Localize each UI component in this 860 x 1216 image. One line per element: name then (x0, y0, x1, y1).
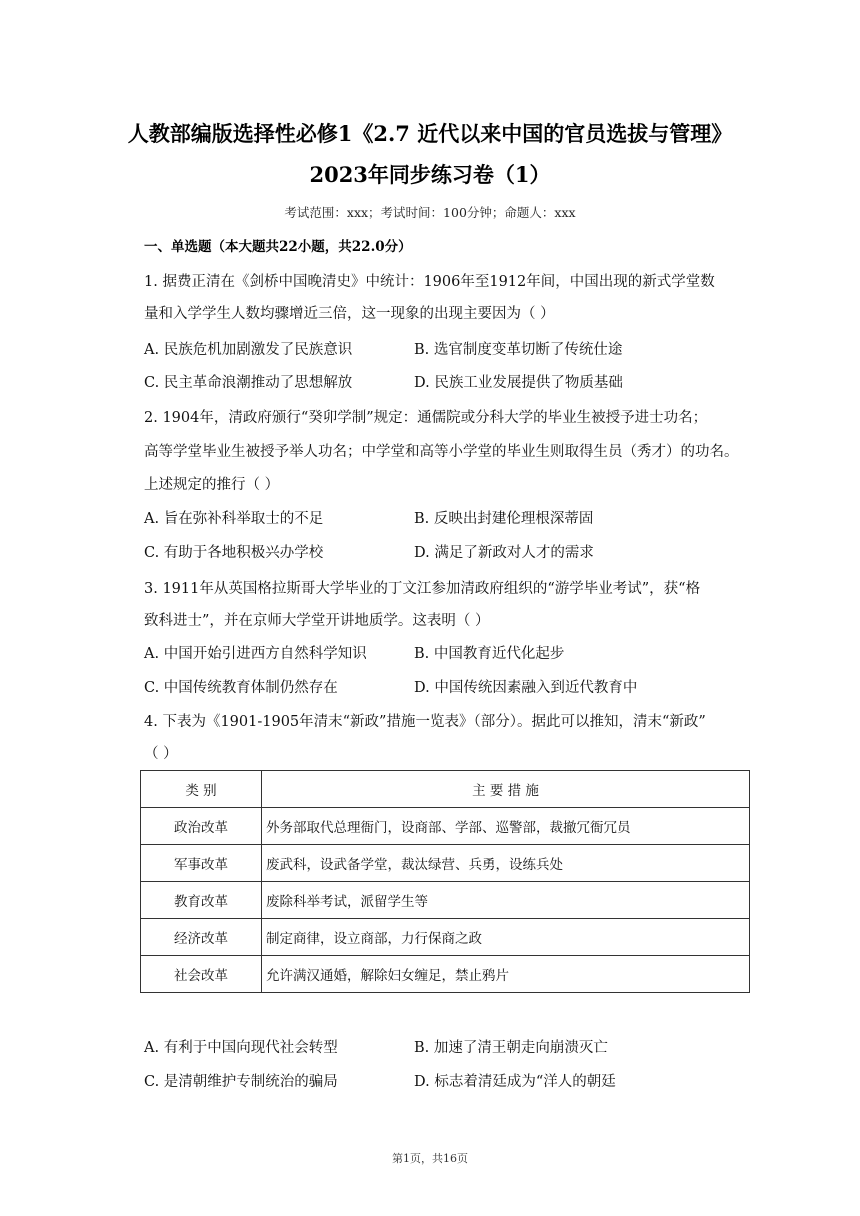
table-cell-measures: 废除科举考试，派留学生等 (262, 882, 750, 919)
table-cell-category: 社会改革 (141, 956, 262, 993)
question-1-line-2: 量和入学学生人数均骤增近三倍，这一现象的出现主要因为（ ） (144, 306, 555, 322)
exam-title-line-1: 人教部编版选择性必修1《2.7 近代以来中国的官员选拔与管理》 (127, 121, 733, 146)
question-3-line-2: 致科进士”，并在京师大学堂开讲地质学。这表明（ ） (144, 613, 490, 629)
exam-info: 考试范围：xxx；考试时间：100分钟；命题人：xxx (284, 205, 576, 220)
question-2-line-3: 上述规定的推行（ ） (144, 477, 280, 493)
question-2-line-1: 2. 1904年，清政府颁行“癸卯学制”规定：通儒院或分科大学的毕业生被授予进士功名； (144, 410, 708, 426)
question-2-option-c[interactable]: C. 有助于各地积极兴办学校 (144, 545, 324, 561)
table-cell-measures: 允许满汉通婚，解除妇女缠足，禁止鸦片 (262, 956, 750, 993)
question-3-option-a[interactable]: A. 中国开始引进西方自然科学知识 (144, 646, 367, 662)
table-cell-measures: 制定商律，设立商部，力行保商之政 (262, 919, 750, 956)
table-header-category: 类 别 (141, 771, 262, 808)
question-2-option-d[interactable]: D. 满足了新政对人才的需求 (414, 545, 594, 561)
question-4-option-a[interactable]: A. 有利于中国向现代社会转型 (144, 1040, 338, 1056)
table-cell-category: 经济改革 (141, 919, 262, 956)
question-4-option-d[interactable]: D. 标志着清廷成为“洋人的朝廷 (414, 1074, 616, 1090)
table-cell-category: 军事改革 (141, 845, 262, 882)
table-cell-measures: 外务部取代总理衙门，设商部、学部、巡警部，裁撤冗衙冗员 (262, 808, 750, 845)
table-row (141, 845, 750, 882)
question-4-option-c[interactable]: C. 是清朝维护专制统治的骗局 (144, 1074, 338, 1090)
question-3-option-d[interactable]: D. 中国传统因素融入到近代教育中 (414, 680, 638, 696)
measures-table (140, 770, 750, 993)
table-cell-category: 教育改革 (141, 882, 262, 919)
table-cell-measures: 废武科，设武备学堂，裁汰绿营、兵勇，设练兵处 (262, 845, 750, 882)
question-2-option-a[interactable]: A. 旨在弥补科举取士的不足 (144, 511, 324, 527)
question-1-option-d[interactable]: D. 民族工业发展提供了物质基础 (414, 375, 623, 391)
question-4-line-2: （ ） (144, 746, 178, 762)
table-row (141, 956, 750, 993)
table-row (141, 882, 750, 919)
question-1-option-b[interactable]: B. 选官制度变革切断了传统仕途 (414, 342, 623, 358)
table-header-row (141, 771, 750, 808)
question-4-option-b[interactable]: B. 加速了清王朝走向崩溃灭亡 (414, 1040, 608, 1056)
question-2-line-2: 高等学堂毕业生被授予举人功名；中学堂和高等小学堂的毕业生则取得生员（秀才）的功名。 (144, 444, 739, 460)
table-cell-category: 政治改革 (141, 808, 262, 845)
table-row (141, 919, 750, 956)
question-3-option-c[interactable]: C. 中国传统教育体制仍然存在 (144, 680, 338, 696)
table-row (141, 808, 750, 845)
question-3-line-1: 3. 1911年从英国格拉斯哥大学毕业的丁文江参加清政府组织的“游学毕业考试”，获“格 (144, 581, 701, 597)
table-header-measures: 主 要 措 施 (262, 771, 750, 808)
question-1-option-c[interactable]: C. 民主革命浪潮推动了思想解放 (144, 375, 353, 391)
exam-title-line-2: 2023年同步练习卷（1） (309, 162, 551, 187)
question-1-line-1: 1. 据费正清在《剑桥中国晚清史》中统计：1906年至1912年间，中国出现的新式学堂数 (144, 274, 715, 290)
question-4-line-1: 4. 下表为《1901-1905年清末“新政”措施一览表》（部分）。据此可以推知，清末“新政” (144, 714, 706, 730)
section-heading: 一、单选题（本大题共22小题，共22.0分） (144, 239, 412, 255)
question-3-option-b[interactable]: B. 中国教育近代化起步 (414, 646, 565, 662)
question-1-option-a[interactable]: A. 民族危机加剧激发了民族意识 (144, 342, 353, 358)
question-2-option-b[interactable]: B. 反映出封建伦理根深蒂固 (414, 511, 594, 527)
page-footer: 第1页，共16页 (392, 1152, 468, 1165)
